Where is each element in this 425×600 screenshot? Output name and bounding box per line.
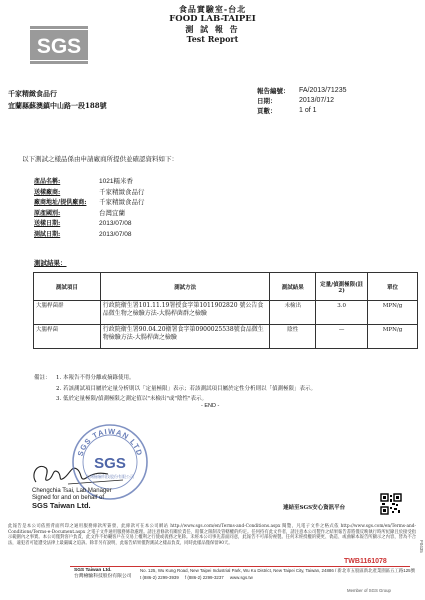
footer-brand-zh: 台灣檢驗科技股份有限公司 [74,574,132,579]
test-result: 陰性 [270,325,316,349]
test-result: 未檢出 [270,301,316,325]
results-table [33,272,418,349]
qr-code-icon[interactable] [380,493,402,515]
page-count-label: 頁數： [257,107,277,115]
serial-number: TWB1161078 [344,558,387,565]
test-method: 行政院衛生署90.04.20衛署食字第0900025538號食品微生物檢驗方法-大腸桿菌之檢驗 [100,325,270,349]
sample-info-label: 測試日期: [34,230,61,238]
note-line [34,384,316,395]
table-header-row [34,273,418,301]
lab-name-zh: 食品實驗室-台北 [178,4,247,14]
column-header: 單位 [368,273,418,301]
seal-sub-text: 台灣檢驗科技股份有限公司 [86,474,134,479]
seal-ring-text: SGS TAIWAN LTD [75,426,145,458]
test-unit: MPN/g [368,325,418,349]
sample-info-value: 千家精緻食品行 [99,199,145,206]
verify-link-text[interactable]: 連結至SGS安心資訊平台 [283,505,346,511]
page-count-row [257,106,417,116]
footer-divider [70,566,410,567]
test-limit: — [316,325,368,349]
footer-fax: f (886-2) 2299-3237 [184,574,224,580]
sample-info-label: 產品名稱: [34,178,61,185]
member-of-group: Member of SGS Group [347,588,391,593]
test-item: 大腸桿菌群 [34,301,101,325]
client-block [8,88,107,112]
footer-contact [140,568,415,581]
report-date-row [257,96,417,106]
report-title-en: Test Report [186,34,239,44]
note-item: 1. 本報告不得分離或摘錄使用。 [56,375,135,381]
report-meta [257,86,417,116]
notes-block [34,373,316,405]
end-marker: - END - [201,403,220,409]
notes-label: 備註： [34,375,51,381]
report-number-row [257,86,417,96]
sample-info-label: 送樣日期: [34,220,61,227]
page-count: 1 of 1 [299,107,317,114]
test-limit: 3.0 [316,301,368,325]
column-header: 測試結果 [270,273,316,301]
table-row [34,325,418,349]
form-code: F0435 [419,540,424,553]
report-header [150,4,275,44]
client-name: 千家精緻食品行 [8,89,57,98]
terms-fine-print: 此報告是本公司依照背面所印之通用服務條款所簽發，此條款可在本公司網站 http://www.sgs.com/en/Terms-and-Conditions.aspx 閱覽，凡電子文件之格式依 http://www.sgs.com/en/Terms-and-Conditions/Terms-e-Document.aspx 之電子文件通用服務條款處理。請注意條款有關於責任、賠償之限制及管轄權的約定。任何持有此文件者，請注意本公司製作之結果報告書將僅反映執行時所紀錄且於接受指示範圍內之事實。本公司僅對客戶負責，此文件不妨礙客戶在交易上權利之行使或義務之免除。未經本公司事先書面同意，此報告不可部份複製。任何未經授權的變更、偽造、或曲解本報告所顯示之內容，皆為不合法，違犯者可能遭受法律上最嚴厲之追訴。除非另有說明，此報告結果僅對測試之樣品負責，同時此樣品僅保留90天。 [8,524,416,546]
footer-brand-en: SGS Taiwan Ltd. [74,568,112,573]
report-number-label: 報告編號： [257,87,290,95]
results-title: 測試結果： [34,259,67,267]
note-line [34,373,316,384]
sample-info-value: 千家精緻食品行 [99,188,145,196]
footer-phone: t (886-2) 2299-3939 [140,574,179,580]
seal-center-text: SGS [94,455,126,472]
sample-info-row [34,177,145,188]
sample-info-label: 送樣廠商: [34,188,61,196]
sample-info-value: 1021糯米香 [99,178,133,185]
note-item: 2. 若該測試項目屬於定量分析則以「定量極限」表示；若該測試項目屬於定性分析則以「偵測極限」表示。 [56,385,316,392]
signer-name-title: Chengchia Tsai, Lab Manager [32,488,112,494]
report-date: 2013/07/12 [299,97,335,104]
signer-company: SGS Taiwan Ltd. [32,501,91,510]
signature-block [32,488,112,509]
report-number: FA/2013/71235 [299,87,347,94]
lab-name-en: FOOD LAB-TAIPEI [169,14,256,24]
sample-info-value: 2013/07/08 [99,220,132,227]
table-row [34,301,418,325]
report-title-zh: 測 試 報 告 [185,24,240,34]
sgs-logo-text: SGS [36,35,82,58]
test-method: 行政院衛生署101.11.19署授食字第1011902820 號公告食品微生物之檢驗方法-大腸桿菌群之檢驗 [100,301,270,325]
footer-brand [74,568,132,580]
sample-info-value: 台灣宜蘭 [99,209,125,217]
footer-address: No. 125, Wu Kung Road, New Taipei Industrial Park, Wu Ku District, New Taipei City, Taiwan, 24886 / 新北市五股區新北產業園區五工路125號 [140,568,416,573]
sample-info [34,177,145,240]
sample-info-label: 原產國別: [34,209,61,217]
footer-phone-fax [140,575,415,582]
sample-info-value: 2013/07/08 [99,230,132,238]
column-header: 測試方法 [100,273,270,301]
sample-info-row [34,188,145,199]
column-header: 測試項目 [34,273,101,301]
sample-info-row [34,230,145,241]
footer-web[interactable]: www.sgs.tw [229,574,253,580]
test-item: 大腸桿菌 [34,325,101,349]
report-date-label: 日期： [257,97,277,105]
intro-text: 以下測試之樣品係由申請廠商所提供並確認資料如下： [22,155,178,163]
sample-info-row [34,219,145,230]
sample-info-row [34,198,145,209]
note-line [34,394,316,405]
signed-for-text: Signed for and on behalf of [32,495,105,501]
client-address: 宜蘭縣蘇澳鎮中山路一段188號 [8,101,107,110]
sgs-logo [30,26,88,64]
sample-info-row [34,209,145,220]
column-header: 定量/偵測極限(註2) [316,273,368,301]
svg-text:SGS TAIWAN LTD [76,427,145,457]
note-item: 3. 低於定量極限/偵測極限之測定值以"未檢出"或"陰性"表示。 [56,396,207,402]
sample-info-label: 廠商地址/提供廠商: [34,199,87,206]
test-unit: MPN/g [368,301,418,325]
